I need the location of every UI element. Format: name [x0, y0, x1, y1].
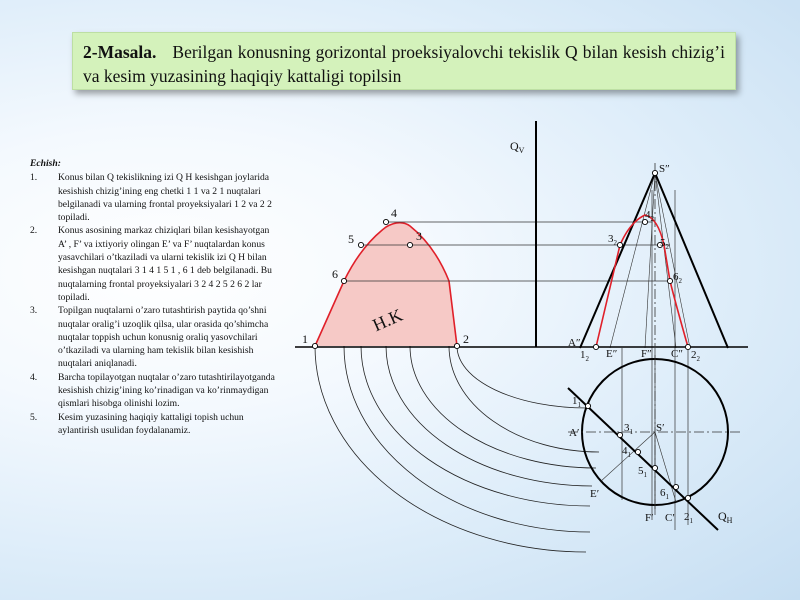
plan-a-label: A′ [569, 427, 580, 439]
plan-point-6: $6_1$ [660, 487, 669, 501]
ts-label-1: 1 [302, 332, 308, 346]
problem-text: Berilgan konusning gorizontal proeksiyalovchi tekislik Q bilan kesish chizig’i va kesim yuzasining haqiqiy kattaligi topilsin [83, 42, 725, 86]
front-generators [610, 173, 690, 348]
plan-c-label: C′ [665, 512, 675, 524]
ts-label-4: 4 [391, 206, 397, 220]
ts-label-3: 3 [416, 229, 422, 243]
front-point-5: $5_2$ [660, 237, 669, 251]
point-marker [617, 242, 622, 247]
solution-step: 1. Konus bilan Q tekislikning izi Q H kesishgan joylarida kesishish chizig’ining eng chetki 1 1 va 2 1 nuqtalari belgilanadi va ularning frontal proyeksiyalari 1 2 va 2 2 topiladi. [30, 172, 272, 224]
point-marker [685, 495, 690, 500]
rotation-arcs [315, 346, 599, 552]
point-marker [667, 278, 672, 283]
front-point-1: $1_2$ [580, 349, 589, 363]
plan-s-label: S′ [656, 422, 665, 434]
point-marker [454, 343, 459, 348]
problem-number: 2-Masala. [83, 42, 157, 62]
point-marker [407, 242, 412, 247]
plan-e-label: E′ [590, 488, 600, 500]
qh-label: $Q_H$ [718, 509, 733, 525]
ts-label-6: 6 [332, 267, 338, 281]
point-marker [685, 344, 690, 349]
plan-point-3: $3_1$ [624, 422, 633, 436]
front-e-label: E″ [606, 348, 618, 360]
solution-step: 4. Barcha topilayotgan nuqtalar o’zaro tutashtirilayotganda kesishish chizig’ining ko’rinadigan va ko’rinmaydigan qismlari hisobga olinishi lozim. [30, 371, 275, 410]
hk-label: H.K [369, 304, 406, 336]
ts-label-2: 2 [463, 332, 469, 346]
apex-label: S″ [659, 163, 670, 175]
ts-label-5: 5 [348, 232, 354, 246]
solution-heading: Echish: [30, 158, 61, 169]
solution-step: 3. Topilgan nuqtalarni o’zaro tutashtirish paytida qo’shni nuqtalar oralig’i uzoqlik qilsa, ular orasida qo’shimcha nuqtalar toppish uchun konusnig oraliq yasovchilari o’tkaziladi va ularning ham tekislik bilan kesishish nuqtalari aniqlanadi. [30, 305, 269, 370]
front-f-label: F″ [641, 348, 652, 360]
front-point-2: $2_2$ [691, 349, 700, 363]
point-marker [652, 170, 657, 175]
point-marker [383, 219, 388, 224]
plan-point-4: $4_1$ [622, 445, 631, 459]
point-marker [652, 465, 657, 470]
plan-point-5: $5_1$ [638, 465, 647, 479]
front-point-6: $6_2$ [673, 271, 682, 285]
qv-label: $Q_V$ [510, 139, 525, 155]
front-a-label: A″ [568, 337, 581, 349]
front-point-4: $4_2$ [645, 209, 654, 223]
point-marker [617, 432, 622, 437]
point-marker [593, 344, 598, 349]
point-marker [312, 343, 317, 348]
point-marker [358, 242, 363, 247]
plan-f-label: F′ [645, 512, 654, 524]
point-marker [635, 449, 640, 454]
point-marker [341, 278, 346, 283]
trace-qh [568, 388, 718, 530]
front-c-label: C″ [671, 348, 683, 360]
solution-step: 2. Konus asosining markaz chiziqlari bilan kesishayotgan A’ , F’ va ixtiyoriy olingan E’ va F’ nuqtalardan konus yasavchilari o’tkaziladi va ularni tekislik izi Q H bilan kesishgan nuqtalari 3 1 4 1 5 1 , 6 1 deb belgilanadi. Bu nuqtalarning frontal proyeksiyalari 3 2 4 2 5 2 6 2 lar topiladi. [30, 225, 272, 303]
front-point-3: $3_2$ [608, 233, 617, 247]
solution-step: 5. Kesim yuzasining haqiqiy kattaligi topish uchun aylantirish usulidan foydalanamiz. [30, 411, 244, 436]
point-marker [585, 403, 590, 408]
plan-point-2: $2_1$ [684, 511, 693, 525]
point-marker [673, 484, 678, 489]
plan-point-1: $1_1$ [572, 395, 581, 409]
